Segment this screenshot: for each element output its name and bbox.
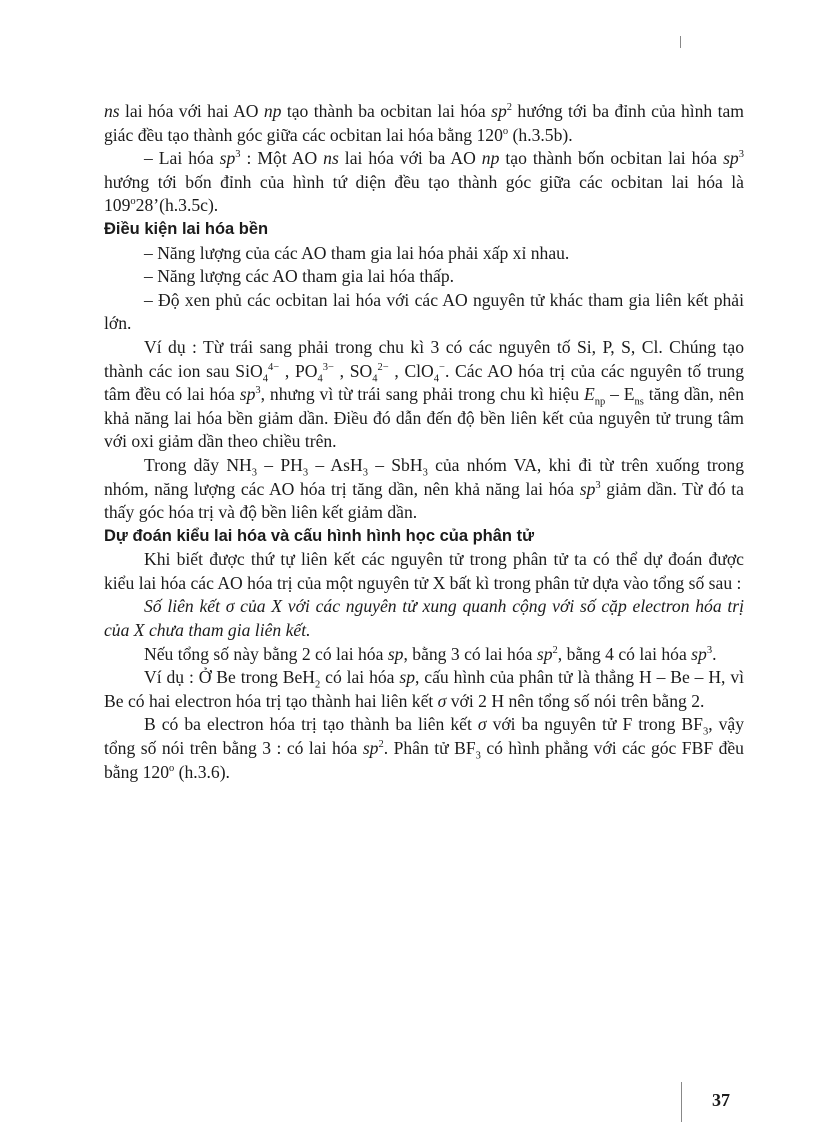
condition-energy-low: – Năng lượng các AO tham gia lai hóa thấp. <box>144 266 455 287</box>
scan-margin-mark <box>680 36 681 48</box>
section-heading-predict-geometry: Dự đoán kiểu lai hóa và cấu hình hình học của phân tử <box>104 526 535 545</box>
paragraph-example-bf3: B có ba electron hóa trị tạo thành ba liên kết σ với ba nguyên tử F trong $BF_3$, vậy tổng số nói trên bằng 3 : có lai hóa $sp^2$. Phân tử $BF_3$ có hình phẳng với các góc FBF đều bằng 120$^o$ (h.3.6). <box>104 714 745 782</box>
condition-overlap: – Độ xen phủ các ocbitan lai hóa với các AO nguyên tử khác tham gia liên kết phải lớn. <box>104 289 744 334</box>
paragraph-rule: Số liên kết σ của X với các nguyên tử xung quanh cộng với số cặp electron hóa trị của X chưa tham gia liên kết. <box>104 596 744 641</box>
scan-margin-mark <box>681 1082 682 1122</box>
paragraph-sum-rule: Nếu tổng số này bằng 2 có lai hóa sp, bằng 3 có lai hóa $sp^2$, bằng 4 có lai hóa $sp^3$. <box>144 643 717 664</box>
paragraph-example-group-va: Trong dãy $NH_3 - PH_3 - AsH_3 - SbH_3$ của nhóm VA, khi đi từ trên xuống trong nhóm, năng lượng các AO hóa trị tăng dần, nên khả năng lai hóa $sp^3$ giảm dần. Từ đó ta thấy góc hóa trị và độ bền liên kết giảm dần. <box>104 454 744 523</box>
paragraph-prediction: Khi biết được thứ tự liên kết các nguyên tử trong phân tử ta có thể dự đoán được kiểu lai hóa các AO hóa trị của một nguyên tử X bất kì trong phân tử dựa vào tổng số sau : <box>104 549 744 593</box>
ion-po4: $PO_4^{3-}$ <box>294 360 334 385</box>
paragraph-sp3: – Lai hóa $sp^3$ : Một AO ns lai hóa với ba AO np tạo thành bốn ocbitan lai hóa $sp^3$ hướng tới bốn đỉnh của hình tứ diện đều tạo thành góc giữa các ocbitan lai hóa là 109$^o$28’(h.3.5c). <box>104 148 744 216</box>
ion-so4: $SO_4^{2-}$ <box>349 360 389 385</box>
paragraph-example-period3: Ví dụ : Từ trái sang phải trong chu kì 3 có các nguyên tố Si, P, S, Cl. Chúng tạo thành các ion sau SiO$_4^{4-}$ , $PO_4^{3-}$ , $SO_4^{2-}$ , ClO$_4$−. Các AO hóa trị của các nguyên tố trung tâm đều có lai hóa $sp^3$, nhưng vì từ trái sang phải trong chu kì hiệu $E_{np} - E_{ns}$ tăng dần, nên khả năng lai hóa bền giảm dần. Điều đó dẫn đến độ bền liên kết của nguyên tử trung tâm với oxi giảm dần theo chiều trên. <box>104 336 745 452</box>
paragraph-sp2: ns lai hóa với hai AO np tạo thành ba ocbitan lai hóa $sp^2$ hướng tới ba đỉnh của hình tam giác đều tạo thành góc giữa các ocbitan lai hóa bằng 120$^o$ (h.3.5b). <box>104 101 744 145</box>
paragraph-example-beh2: Ví dụ : Ở Be trong BeH$_2$ có lai hóa sp, cấu hình của phân tử là thẳng H – Be – H, vì Be có hai electron hóa trị tạo thành hai liên kết σ với 2 H nên tổng số nói trên bằng 2. <box>104 667 745 711</box>
body-text <box>104 100 744 784</box>
ion-sio4: SiO$_4^{4-}$ <box>235 360 280 385</box>
section-heading-stable-hybridization: Điều kiện lai hóa bền <box>104 219 269 238</box>
page-number: 37 <box>712 1090 730 1110</box>
ion-clo4: ClO$_4$− <box>404 360 445 385</box>
condition-energy-similar: – Năng lượng của các AO tham gia lai hóa phải xấp xỉ nhau. <box>144 242 570 263</box>
